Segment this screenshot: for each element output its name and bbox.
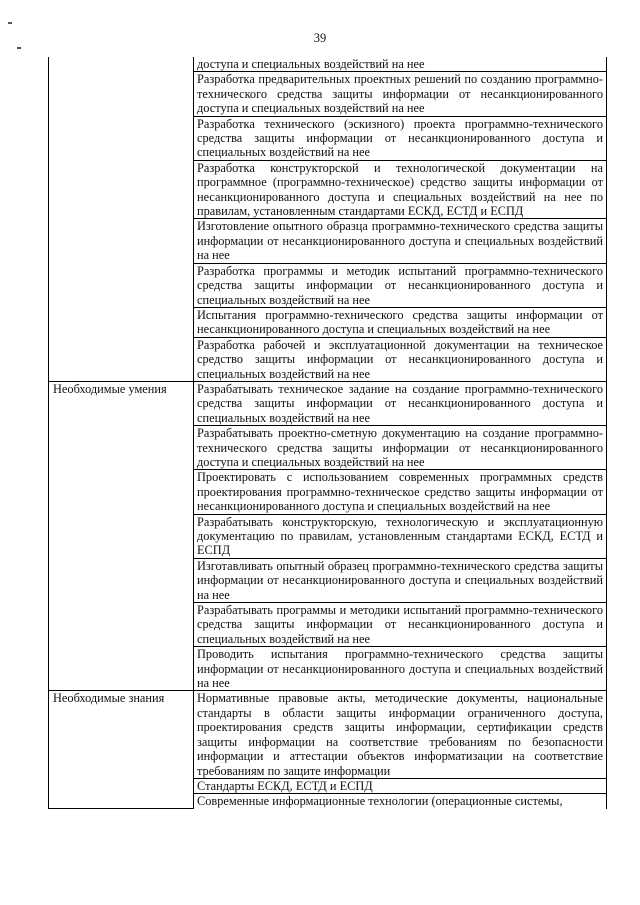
table-row: [49, 57, 607, 72]
row-label-empty: [49, 57, 194, 381]
table-row: [49, 381, 607, 425]
skills-label: Необходимые умения: [49, 381, 194, 691]
list-item: доступа и специальных воздействий на нее: [194, 57, 607, 72]
list-item: Нормативные правовые акты, методические документы, национальные стандарты в области защиты информации ограниченного доступа, проектирования средств защиты информации, сертификации средств защиты информации на соответствие требованиям по безопасности информации и аттестации объектов информатизации на соответствие требованиям по защите информации: [194, 691, 607, 778]
list-item: Разработка программы и методик испытаний программно-технического средства защиты информации от несанкционированного доступа и специальных воздействий на нее: [194, 263, 607, 307]
list-item: Изготовление опытного образца программно-технического средства защиты информации от несанкционированного доступа и специальных воздействий на нее: [194, 219, 607, 263]
page-number: 39: [313, 31, 327, 45]
list-item: Стандарты ЕСКД, ЕСТД и ЕСПД: [194, 778, 607, 793]
list-item: Разработка технического (эскизного) проекта программно-технического средства защиты информации от несанкционированного доступа и специальных воздействий на нее: [194, 116, 607, 160]
list-item: Проводить испытания программно-технического средства защиты информации от несанкционированного доступа и специальных воздействий на нее: [194, 647, 607, 691]
list-item: Разрабатывать техническое задание на создание программно-технического средства защиты информации от несанкционированного доступа и специальных воздействий на нее: [194, 381, 607, 425]
list-item: Разрабатывать проектно-сметную документацию на создание программно-технического средства защиты информации от несанкционированного доступа и специальных воздействий на нее: [194, 426, 607, 470]
list-item: Разработка конструкторской и технологической документации на программное (программно-техническое) средство защиты информации от несанкционированного доступа и специальных воздействий на нее по правилам, установленным стандартами ЕСКД, ЕСТД и ЕСПД: [194, 160, 607, 219]
table-row: [49, 691, 607, 778]
knowledge-label: Необходимые знания: [49, 691, 194, 809]
margin-mark: [8, 22, 12, 24]
list-item: Разработка предварительных проектных решений по созданию программно-технического средства защиты информации от несанкционированного доступа и специальных воздействий на нее: [194, 72, 607, 116]
list-item: Проектировать с использованием современных программных средств проектирования программно-техническое средство защиты информации от несанкционированного доступа и специальных воздействий на нее: [194, 470, 607, 514]
competency-table: [48, 57, 607, 809]
list-item: Разрабатывать программы и методики испытаний программно-технического средства защиты информации от несанкционированного доступа и специальных воздействий на нее: [194, 603, 607, 647]
list-item: Современные информационные технологии (операционные системы,: [194, 794, 607, 809]
list-item: Испытания программно-технического средства защиты информации от несанкционированного доступа и специальных воздействий на нее: [194, 307, 607, 337]
list-item: Изготавливать опытный образец программно-технического средства защиты информации от несанкционированного доступа и специальных воздействий на нее: [194, 558, 607, 602]
list-item: Разработка рабочей и эксплуатационной документации на техническое средство защиты информации от несанкционированного доступа и специальных воздействий на нее: [194, 337, 607, 381]
margin-mark: [17, 47, 21, 49]
list-item: Разрабатывать конструкторскую, технологическую и эксплуатационную документацию по правилам, установленным стандартами ЕСКД, ЕСТД и ЕСПД: [194, 514, 607, 558]
